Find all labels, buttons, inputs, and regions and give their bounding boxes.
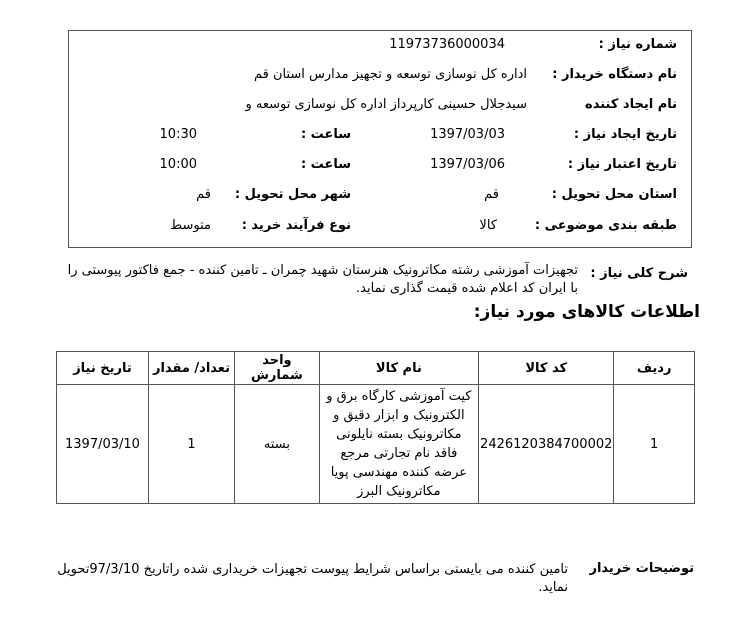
cell-row-number: 1 <box>614 385 695 504</box>
header-qty: تعداد/ مقدار <box>148 352 234 385</box>
valid-time-value: 10:00 <box>159 157 197 172</box>
process-label: نوع فرآیند خرید : <box>241 218 351 233</box>
header-name: نام کالا <box>319 352 478 385</box>
created-date-row <box>69 127 691 151</box>
city-value: قم <box>196 187 211 202</box>
items-table <box>56 351 695 504</box>
header-row-number: ردیف <box>614 352 695 385</box>
created-date-label: تاریخ ایجاد نیاز : <box>573 127 677 142</box>
valid-date-value: 1397/03/06 <box>430 157 505 172</box>
table-header-row <box>57 352 695 385</box>
need-number-label: شماره نیاز : <box>598 37 677 52</box>
cell-qty: 1 <box>148 385 234 504</box>
cell-code: 2426120384700002 <box>479 385 614 504</box>
city-label: شهر محل تحویل : <box>234 187 351 202</box>
need-number-value: 1197373600003‎4 <box>389 37 505 52</box>
province-label: استان محل تحویل : <box>551 187 677 202</box>
valid-time-label: ساعت : <box>300 157 351 172</box>
header-unit: واحد شمارش <box>235 352 320 385</box>
buyer-notes-text: تامین کننده می بایستی براساس شرایط پیوست تجهیزات خریداری شده راتاریخ 97/3/10تحویل نماید. <box>57 562 568 595</box>
buyer-org-row <box>69 67 691 91</box>
category-value: کالا <box>479 218 497 233</box>
cell-unit: بسته <box>235 385 320 504</box>
need-number-row <box>69 37 691 61</box>
need-info-box <box>68 30 692 248</box>
province-row <box>69 187 691 211</box>
process-value: متوسط <box>170 218 211 233</box>
category-row <box>69 218 691 242</box>
creator-label: نام ایجاد کننده <box>585 97 677 112</box>
valid-date-row <box>69 157 691 181</box>
need-desc-text: تجهیزات آموزشی رشته مکاترونیک هنرستان شهید چمران ـ تامین کننده - جمع فاکتور پیوستی را با ایران کد اعلام شده قیمت گذاری نماید. <box>67 263 578 296</box>
created-time-label: ساعت : <box>300 127 351 142</box>
creator-value: سیدجلال حسینی کارپرداز اداره کل نوسازی توسعه و <box>245 97 527 112</box>
cell-date: 1397/03/10 <box>57 385 149 504</box>
creator-row <box>69 97 691 121</box>
cell-name: کیت آموزشی کارگاه برق و الکترونیک و ابزار دقیق و مکاترونیک بسته نایلونی فاقد نام تجارتی مرجع عرضه کننده مهندسی پویا مکاترونیک البرز <box>319 385 478 504</box>
buyer-org-label: نام دستگاه خریدار : <box>552 67 677 82</box>
valid-date-label: تاریخ اعتبار نیاز : <box>567 157 677 172</box>
table-row <box>57 385 695 504</box>
section-title: اطلاعات کالاهای مورد نیاز: <box>473 302 700 322</box>
province-value: قم <box>484 187 499 202</box>
created-time-value: 10:30 <box>159 127 197 142</box>
need-desc-label: شرح کلی نیاز : <box>590 266 688 281</box>
created-date-value: 1397/03/03 <box>430 127 505 142</box>
category-label: طبقه بندی موضوعی : <box>534 218 677 233</box>
header-code: کد کالا <box>479 352 614 385</box>
buyer-org-value: اداره کل نوسازی توسعه و تجهیز مدارس استان قم <box>253 67 527 82</box>
buyer-notes-label: توضیحات خریدار <box>589 561 694 576</box>
header-date: تاریخ نیاز <box>57 352 149 385</box>
